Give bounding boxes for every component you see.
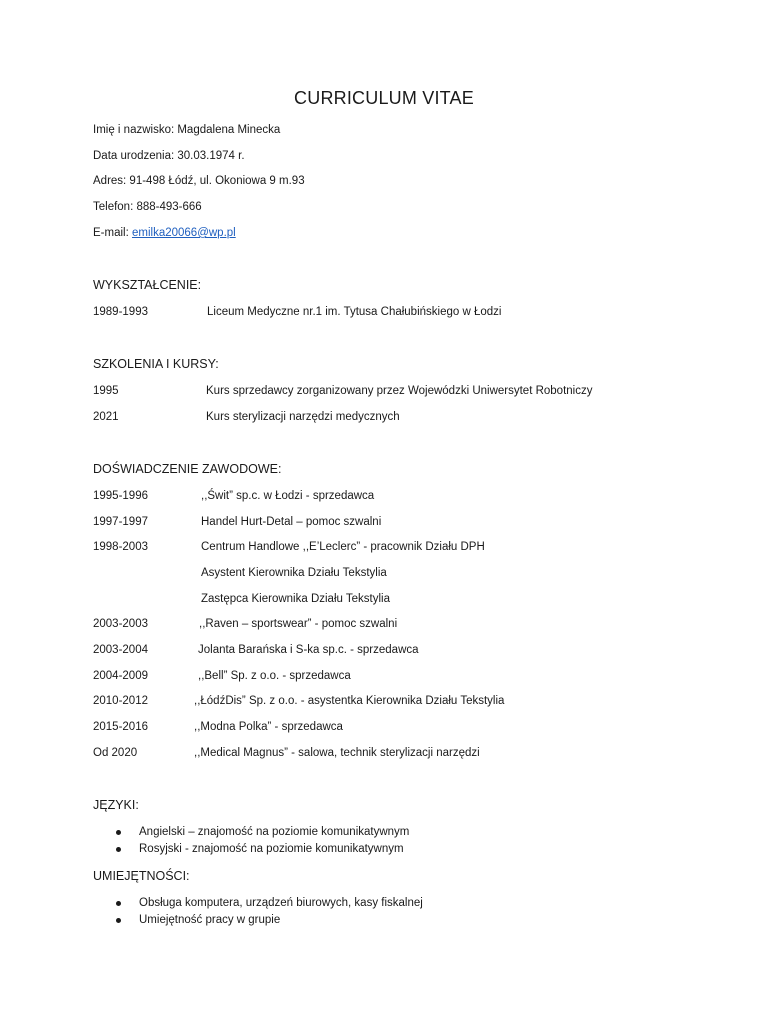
experience-text: ,,ŁódźDis” Sp. z o.o. - asystentka Kierownika Działu Tekstylia [194,695,505,707]
email-link[interactable]: emilka20066@wp.pl [131,227,236,239]
experience-period: 2004-2009 [93,670,148,682]
course-text: Kurs sterylizacji narzędzi medycznych [206,411,400,423]
experience-text: ,,Bell” Sp. z o.o. - sprzedawca [198,670,351,682]
name-line: Imię i nazwisko: Magdalena Minecka [93,124,281,136]
experience-period: 1998-2003 [93,541,148,553]
experience-period: 2003-2004 [93,644,148,656]
courses-heading: SZKOLENIA I KURSY: [93,357,219,371]
experience-period: 2003-2003 [93,618,148,630]
experience-text: Handel Hurt-Detal – pomoc szwalni [201,516,382,528]
experience-text: Jolanta Barańska i S-ka sp.c. - sprzedawca [198,644,419,656]
experience-text: ,,Modna Polka” - sprzedawca [194,721,343,733]
bullet-icon [116,847,121,852]
address-line: Adres: 91-498 Łódź, ul. Okoniowa 9 m.93 [93,175,305,187]
bullet-icon [116,918,121,923]
email-line [93,227,236,239]
languages-heading: JĘZYKI: [93,798,139,812]
course-period: 2021 [93,411,119,423]
experience-period: 2015-2016 [93,721,148,733]
experience-period: 1995-1996 [93,490,148,502]
education-period: 1989-1993 [93,306,148,318]
experience-text: ,,Medical Magnus” - salowa, technik sterylizacji narzędzi [194,747,480,759]
bullet-icon [116,901,121,906]
education-text: Liceum Medyczne nr.1 im. Tytusa Chałubińskiego w Łodzi [207,306,502,318]
language-text: Angielski – znajomość na poziomie komunikatywnym [139,826,410,838]
experience-period: 1997-1997 [93,516,148,528]
education-heading: WYKSZTAŁCENIE: [93,278,202,292]
birth-date-line: Data urodzenia: 30.03.1974 r. [93,150,245,162]
experience-heading: DOŚWIADCZENIE ZAWODOWE: [93,462,282,476]
language-text: Rosyjski - znajomość na poziomie komunikatywnym [139,843,404,855]
skills-heading: UMIEJĘTNOŚCI: [93,869,190,883]
experience-text: ,,Świt” sp.c. w Łodzi - sprzedawca [201,490,375,502]
skill-text: Umiejętność pracy w grupie [139,914,281,926]
skill-text: Obsługa komputera, urządzeń biurowych, kasy fiskalnej [139,897,423,909]
experience-text: Centrum Handlowe ,,E’Leclerc” - pracownik Działu DPH [201,541,485,553]
course-text: Kurs sprzedawcy zorganizowany przez Wojewódzki Uniwersytet Robotniczy [206,385,593,397]
experience-text: ,,Raven – sportswear” - pomoc szwalni [199,618,398,630]
course-period: 1995 [93,385,119,397]
page-title: CURRICULUM VITAE [294,88,474,108]
bullet-icon [116,830,121,835]
experience-period: Od 2020 [93,747,138,759]
experience-text: Zastępca Kierownika Działu Tekstylia [201,593,390,605]
experience-text: Asystent Kierownika Działu Tekstylia [201,567,387,579]
phone-line: Telefon: 888-493-666 [93,201,202,213]
experience-period: 2010-2012 [93,695,148,707]
email-label: E-mail: [93,227,132,239]
